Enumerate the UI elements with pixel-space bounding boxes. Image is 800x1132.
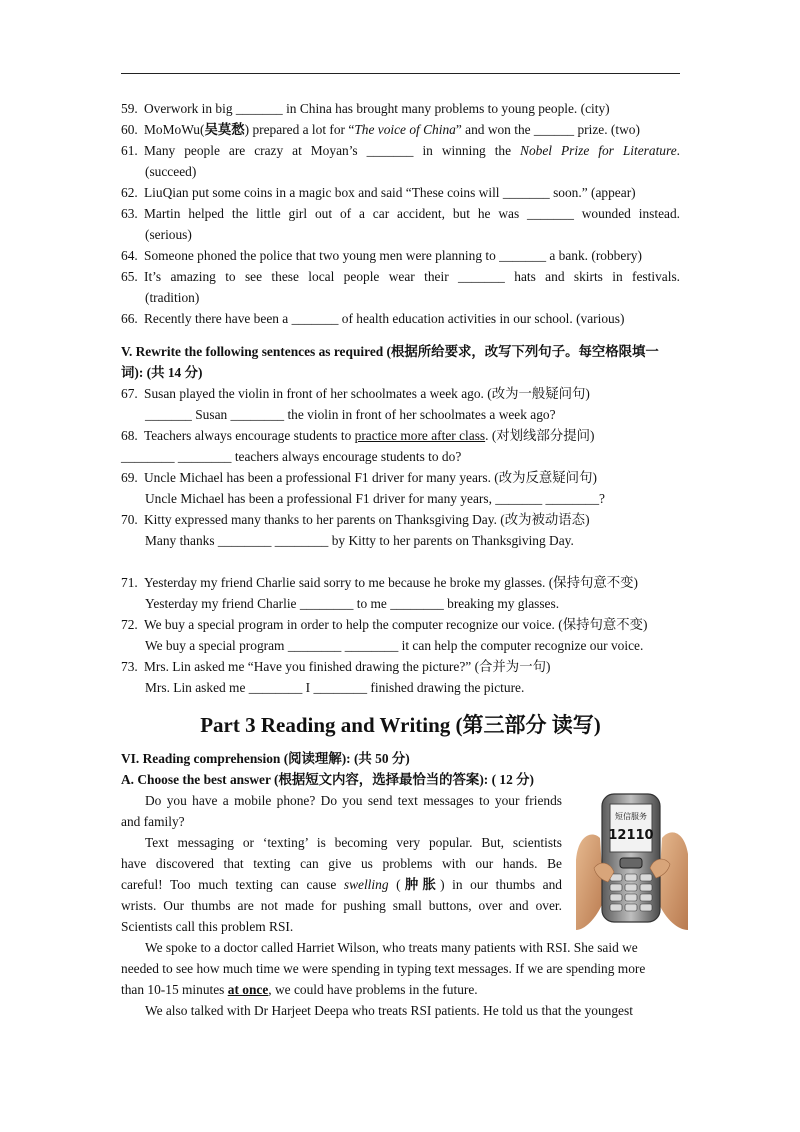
question-69: 69. Uncle Michael has been a professional F1 driver for many years. (改为反意疑问句) — [121, 470, 597, 485]
question-68-answer: ________ ________ teachers always encourage students to do? — [121, 449, 462, 464]
reading-passage — [121, 790, 680, 1021]
screen-number: 12110 — [608, 828, 654, 843]
top-rule — [121, 73, 680, 74]
question-70-answer: Many thanks ________ ________ by Kitty to her parents on Thanksgiving Day. — [145, 533, 574, 548]
section-5-heading-cont: 词): (共 14 分) — [121, 365, 203, 380]
passage-line: careful! Too much texting can cause swelling (肿胀) in our thumbs and — [121, 877, 562, 892]
question-65: 65. It’s amazing to see these local people wear their _______ hats and skirts in festivals. — [121, 269, 680, 284]
question-63-hint: (serious) — [145, 227, 192, 242]
passage-line: have discovered that texting can give us problems with our hands. Be — [121, 856, 562, 871]
right-hand — [658, 832, 688, 930]
question-63: 63. Martin helped the little girl out of a car accident, but he was _______ wounded instead. — [121, 206, 680, 221]
question-68: 68. Teachers always encourage students to practice more after class. (对划线部分提问) — [121, 428, 595, 443]
passage-line: needed to see how much time we were spending in typing text messages. If we are spending more — [121, 961, 646, 976]
question-72-answer: We buy a special program ________ ________ it can help the computer recognize our voice. — [145, 638, 644, 653]
subsection-a-heading: A. Choose the best answer (根据短文内容，选择最恰当的答案): ( 12 分) — [121, 772, 534, 787]
phone-nav-key — [620, 858, 642, 868]
phone-texting-illustration — [574, 790, 690, 930]
question-65-hint: (tradition) — [145, 290, 200, 305]
section-6-heading: VI. Reading comprehension (阅读理解): (共 50 分) — [121, 751, 410, 766]
passage-line: wrists. Our thumbs are not made for pushing small buttons, over and over. — [121, 898, 562, 913]
passage-line: and family? — [121, 814, 185, 829]
chinese-name: 吴莫愁 — [204, 122, 245, 137]
question-66: 66. Recently there have been a _______ of health education activities in our school. (various) — [121, 311, 625, 326]
passage-line: Text messaging or ‘texting’ is becoming very popular. But, scientists — [145, 835, 562, 850]
question-62: 62. LiuQian put some coins in a magic box and said “These coins will _______ soon.” (appear) — [121, 185, 636, 200]
question-61-hint: (succeed) — [145, 164, 197, 179]
question-64: 64. Someone phoned the police that two young men were planning to _______ a bank. (robbery) — [121, 248, 642, 263]
question-73-answer: Mrs. Lin asked me ________ I ________ finished drawing the picture. — [145, 680, 525, 695]
question-71: 71. Yesterday my friend Charlie said sorry to me because he broke my glasses. (保持句意不变) — [121, 575, 638, 590]
question-67: 67. Susan played the violin in front of her schoolmates a week ago. (改为一般疑问句) — [121, 386, 590, 401]
question-71-answer: Yesterday my friend Charlie ________ to me ________ breaking my glasses. — [145, 596, 560, 611]
question-72: 72. We buy a special program in order to help the computer recognize our voice. (保持句意不变) — [121, 617, 648, 632]
left-hand — [576, 834, 604, 930]
question-61: 61. Many people are crazy at Moyan’s _______ in winning the Nobel Prize for Literature. — [121, 143, 680, 158]
passage-line: We also talked with Dr Harjeet Deepa who treats RSI patients. He told us that the youngest — [145, 1003, 633, 1018]
question-69-answer: Uncle Michael has been a professional F1 driver for many years, _______ ________? — [145, 491, 605, 506]
question-59: 59. Overwork in big _______ in China has brought many problems to young people. (city) — [121, 101, 610, 116]
phone-hands-image — [574, 790, 690, 930]
screen-label: 短信服务 — [615, 812, 647, 821]
underlined-phrase: practice more after class — [354, 428, 486, 443]
question-67-answer: _______ Susan ________ the violin in front of her schoolmates a week ago? — [145, 407, 556, 422]
question-60: 60. MoMoWu(吴莫愁) prepared a lot for “The voice of China” and won the ______ prize. (two) — [121, 122, 640, 137]
passage-line: Scientists call this problem RSI. — [121, 919, 294, 934]
worksheet-content — [121, 98, 680, 1021]
passage-line: than 10-15 minutes at once, we could have problems in the future. — [121, 982, 478, 997]
part-3-title: Part 3 Reading and Writing (第三部分 读写) — [200, 713, 601, 737]
underlined-bold-phrase: at once — [227, 982, 269, 997]
passage-line: Do you have a mobile phone? Do you send text messages to your friends — [145, 793, 562, 808]
passage-line: We spoke to a doctor called Harriet Wilson, who treats many patients with RSI. She said we — [145, 940, 638, 955]
section-5-heading: V. Rewrite the following sentences as required (根据所给要求，改写下列句子。每空格限填一 — [121, 344, 659, 359]
question-70: 70. Kitty expressed many thanks to her parents on Thanksgiving Day. (改为被动语态) — [121, 512, 590, 527]
question-73: 73. Mrs. Lin asked me “Have you finished drawing the picture?” (合并为一句) — [121, 659, 551, 674]
